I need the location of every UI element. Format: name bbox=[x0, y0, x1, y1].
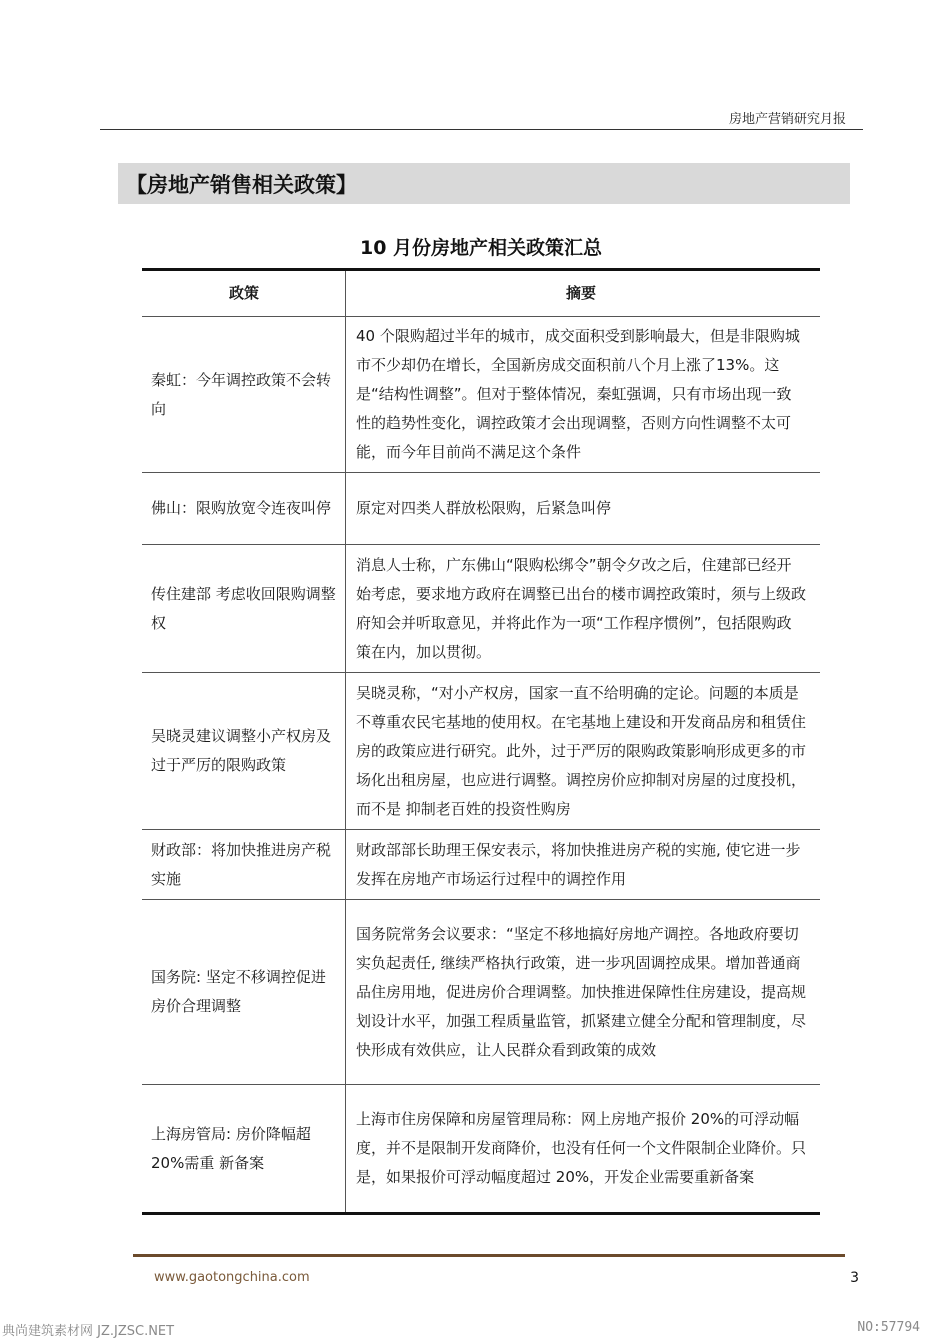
table-row bbox=[142, 1085, 820, 1212]
section-heading-band bbox=[118, 163, 850, 204]
policy-cell: 秦虹：今年调控政策不会转向 bbox=[142, 317, 346, 472]
summary-cell: 财政部部长助理王保安表示，将加快推进房产税的实施, 使它进一步发挥在房地产市场运行过程中的调控作用 bbox=[356, 840, 801, 888]
summary-cell: 40 个限购超过半年的城市，成交面积受到影响最大，但是非限购城市不少却仍在增长，全国新房成交面积前八个月上涨了13%。这是“结构性调整”。但对于整体情况，秦虹强调，只有市场出现一致性的趋势性变化，调控政策才会出现调整，否则方向性调整不太可能，而今年目前尚不满足这个条件 bbox=[356, 327, 800, 461]
footer-divider bbox=[133, 1254, 845, 1257]
table-row bbox=[142, 317, 820, 473]
page-number: 3 bbox=[850, 1270, 859, 1286]
policy-cell: 传住建部 考虑收回限购调整权 bbox=[142, 545, 346, 672]
policy-cell: 佛山：限购放宽令连夜叫停 bbox=[142, 473, 346, 544]
policy-summary-table bbox=[142, 268, 820, 1215]
table-row bbox=[142, 830, 820, 900]
table-row bbox=[142, 473, 820, 545]
section-title: 【房地产销售相关政策】 bbox=[126, 173, 357, 197]
report-header-title: 房地产营销研究月报 bbox=[728, 112, 846, 127]
header-divider bbox=[100, 129, 863, 130]
watermark-site-name: 典尚建筑素材网 JZ.JZSC.NET bbox=[2, 1324, 175, 1339]
summary-cell: 上海市住房保障和房屋管理局称：网上房地产报价 20%的可浮动幅度，并不是限制开发商降价，也没有任何一个文件限制企业降价。只是，如果报价可浮动幅度超过 20%，开发企业需要重新备案 bbox=[356, 1110, 807, 1186]
policy-cell: 财政部：将加快推进房产税实施 bbox=[142, 830, 346, 899]
summary-cell: 吴晓灵称，“对小产权房，国家一直不给明确的定论。问题的本质是不尊重农民宅基地的使用权。在宅基地上建设和开发商品房和租赁住房的政策应进行研究。此外，过于严厉的限购政策影响形成更多的市场化出租房屋，也应进行调整。调控房价应抑制对房屋的过度投机，而不是 抑制老百姓的投资性购房 bbox=[356, 683, 807, 818]
table-header-row bbox=[142, 271, 820, 317]
policy-cell: 上海房管局: 房价降幅超 20%需重 新备案 bbox=[142, 1085, 346, 1212]
table-row bbox=[142, 900, 820, 1085]
table-row bbox=[142, 545, 820, 673]
table-title: 10 月份房地产相关政策汇总 bbox=[359, 237, 603, 259]
column-header-policy: 政策 bbox=[142, 271, 346, 316]
column-header-summary: 摘要 bbox=[565, 284, 596, 302]
summary-cell: 消息人士称，广东佛山“限购松绑令”朝令夕改之后，住建部已经开始考虑，要求地方政府在调整已出台的楼市调控政策时，须与上级政府知会并听取意见，并将此作为一项“工作程序惯例”，包括限购政策在内，加以贯彻。 bbox=[356, 555, 807, 661]
policy-cell: 国务院: 坚定不移调控促进房价合理调整 bbox=[142, 900, 346, 1084]
table-row bbox=[142, 673, 820, 830]
policy-cell: 吴晓灵建议调整小产权房及过于严厉的限购政策 bbox=[142, 673, 346, 829]
watermark-document-number: NO:57794 bbox=[857, 1320, 920, 1335]
footer-website-link[interactable]: www.gaotongchina.com bbox=[154, 1270, 310, 1285]
summary-cell: 国务院常务会议要求：“坚定不移地搞好房地产调控。各地政府要切实负起责任, 继续严格执行政策，进一步巩固调控成果。增加普通商品住房用地，促进房价合理调整。加快推进保障性住房建设，提高规划设计水平，加强工程质量监管，抓紧建立健全分配和管理制度，尽快形成有效供应，让人民群众看到政策的成效 bbox=[356, 924, 807, 1059]
summary-cell: 原定对四类人群放松限购，后紧急叫停 bbox=[356, 499, 612, 517]
